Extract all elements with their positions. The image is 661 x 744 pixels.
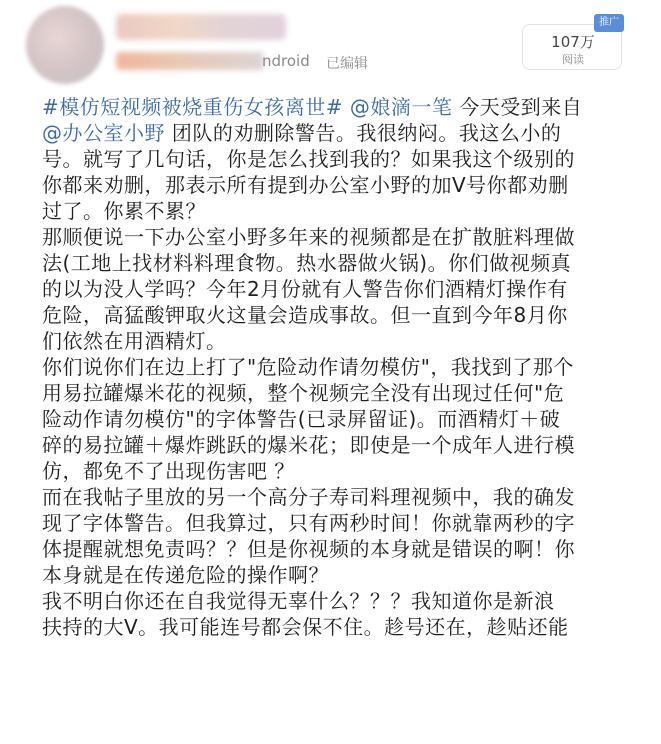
post-text-line — [42, 562, 642, 588]
post-text-line — [42, 354, 642, 380]
post-text-segment: 而在我帖子里放的另一个高分子寿司料理视频中，我的确发 — [42, 485, 575, 509]
post-text-segment: 现了字体警告。但我算过，只有两秒时间！你就靠两秒的字 — [42, 511, 575, 535]
post-body — [42, 94, 642, 640]
view-count: 107万 — [551, 33, 595, 51]
post-text-line — [42, 302, 642, 328]
promoted-badge[interactable]: 推广 — [594, 14, 624, 32]
post-text-segment: 的以为没人学吗？今年2月份就有人警告你们酒精灯操作有 — [42, 277, 568, 301]
post-text-segment: 们依然在用酒精灯。 — [42, 329, 227, 353]
post-text-line — [42, 458, 642, 484]
post-text-segment: 本身就是在传递危险的操作啊？ — [42, 563, 329, 587]
post-text-segment: 危险，高猛酸钾取火这量会造成事故。但一直到今年8月你 — [42, 303, 568, 327]
post-text-segment: 法(工地上找材料料理食物。热水器做火锅)。你们做视频真 — [42, 251, 572, 275]
post-text-segment: 我不明白你还在自我觉得无辜什么？？？我知道你是新浪 — [42, 589, 555, 613]
post-text-line — [42, 484, 642, 510]
post-text-line — [42, 432, 642, 458]
post-header — [0, 0, 661, 92]
post-source-text: ndroid — [262, 52, 310, 70]
mention-link[interactable]: @娘滴一笔 — [349, 95, 453, 119]
post-text-segment: 那顺便说一下办公室小野多年来的视频都是在扩散脏料理做 — [42, 225, 575, 249]
post-text-line — [42, 328, 642, 354]
post-text-line — [42, 614, 642, 640]
post-text-line — [42, 146, 642, 172]
post-text-segment: 扶持的大V。我可能连号都会保不住。趁号还在，趁贴还能 — [42, 615, 569, 639]
post-text-line — [42, 380, 642, 406]
hashtag-link[interactable]: #模仿短视频被烧重伤女孩离世# — [42, 95, 344, 119]
post-text-segment: 过了。你累不累？ — [42, 199, 206, 223]
mention-link[interactable]: @办公室小野 — [42, 121, 165, 145]
post-text-line — [42, 276, 642, 302]
post-text-segment: 你们说你们在边上打了"危险动作请勿模仿"，我找到了那个 — [42, 355, 574, 379]
post-text-line — [42, 172, 642, 198]
post-text-segment: 用易拉罐爆米花的视频，整个视频完全没有出现过任何"危 — [42, 381, 565, 405]
post-text-line — [42, 94, 642, 120]
view-count-label: 阅读 — [562, 53, 584, 66]
post-text-segment: 团队的劝删除警告。我很纳闷。我这么小的 — [165, 121, 562, 145]
post-text-line — [42, 406, 642, 432]
post-text-segment: 仿，都免不了出现伤害吧 ？ — [42, 459, 295, 483]
post-text-segment: 你都来劝删，那表示所有提到办公室小野的加V号你都劝删 — [42, 173, 569, 197]
edited-label: 已编辑 — [326, 56, 368, 72]
post-text-line — [42, 510, 642, 536]
post-text-line — [42, 250, 642, 276]
post-text-segment: 险动作请勿模仿"的字体警告(已录屏留证)。而酒精灯＋破 — [42, 407, 561, 431]
username-blurred[interactable] — [116, 14, 286, 40]
post-text-line — [42, 536, 642, 562]
post-text-line — [42, 224, 642, 250]
post-source-blurred — [116, 52, 264, 70]
post-text-segment: 号。就写了几句话，你是怎么找到我的？如果我这个级别的 — [42, 147, 575, 171]
post-text-segment — [343, 95, 350, 119]
avatar[interactable] — [26, 6, 104, 84]
post-text-segment: 碎的易拉罐＋爆炸跳跃的爆米花；即使是一个成年人进行模 — [42, 433, 575, 457]
post-text-segment: 体提醒就想免责吗？？但是你视频的本身就是错误的啊！你 — [42, 537, 575, 561]
post-text-line — [42, 198, 642, 224]
post-text-segment: 今天受到来自 — [452, 95, 583, 119]
post-text-line — [42, 588, 642, 614]
post-text-line — [42, 120, 642, 146]
